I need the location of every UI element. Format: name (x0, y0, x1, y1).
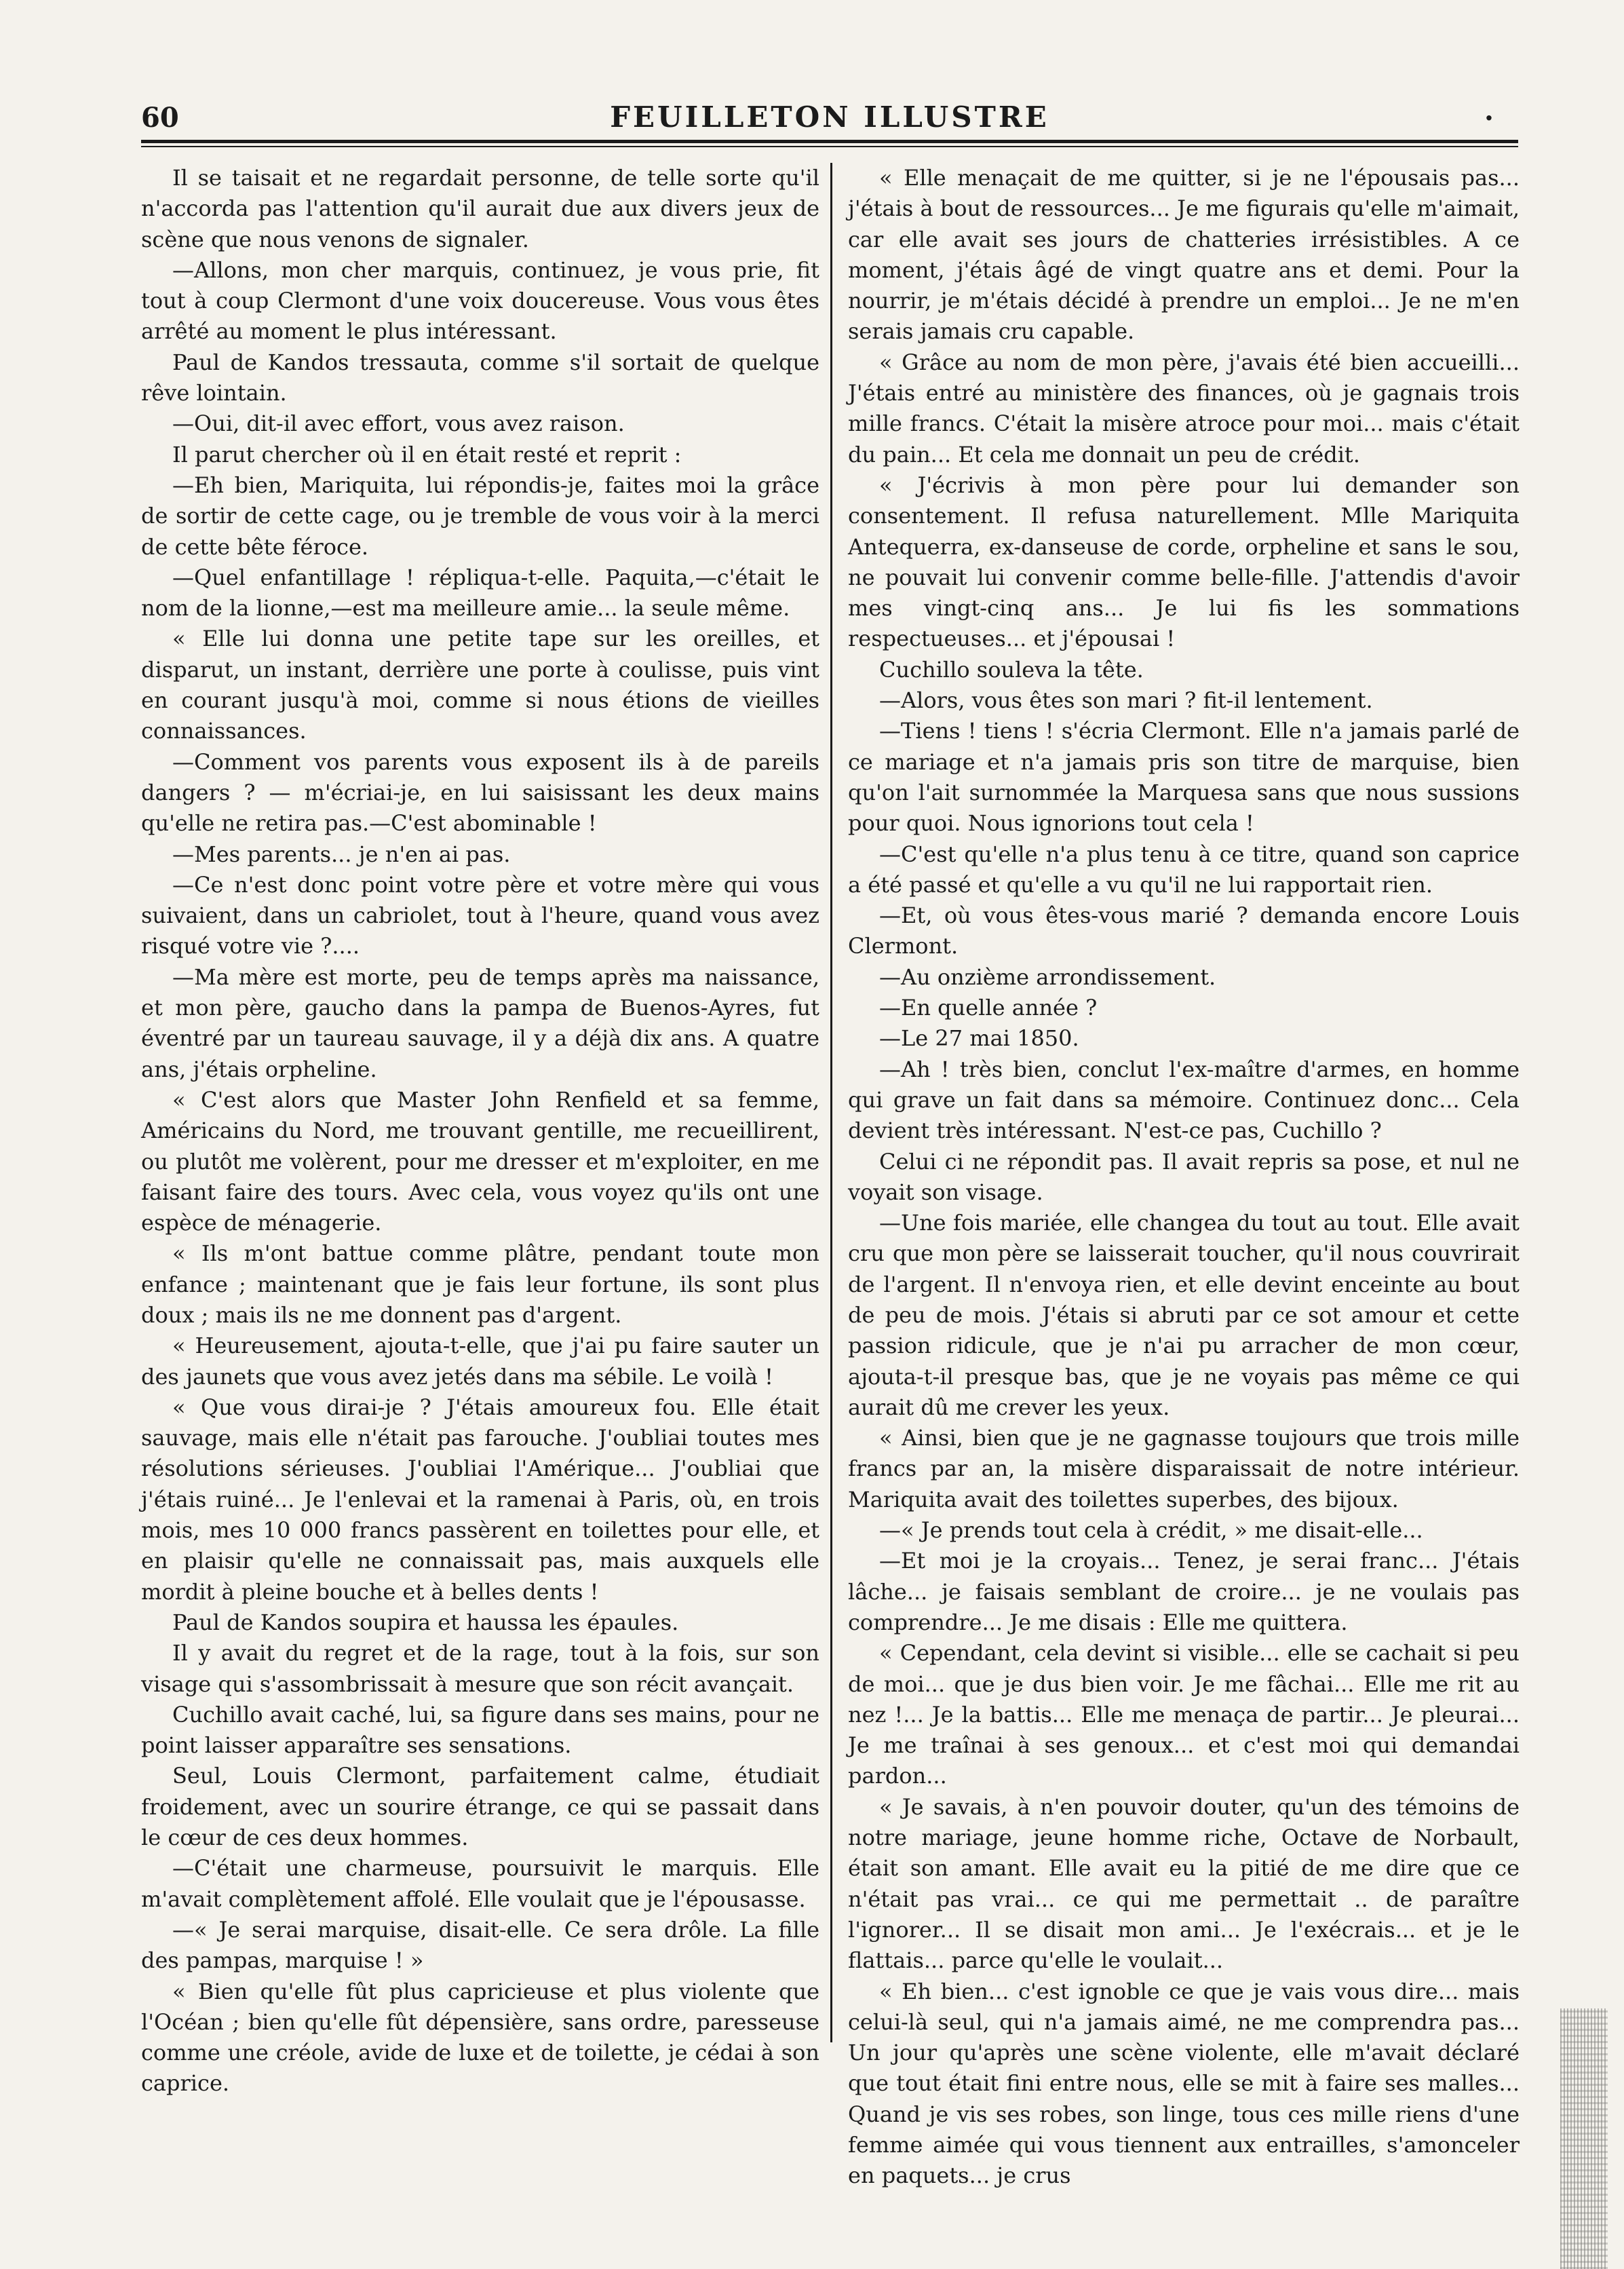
paragraph: « C'est alors que Master John Renfield et sa femme, Américains du Nord, me trouvant gentille, me recueillirent, ou plutôt me volèrent, pour me dresser et m'exploiter, en me faisant faire des tours. Avec cela, vous voyez qu'ils ont une espèce de ménagerie. (141, 1086, 819, 1236)
paragraph: « Ainsi, bien que je ne gagnasse toujours que trois mille francs par an, la misère disparaissait de notre intérieur. Mariquita avait des toilettes superbes, des bijoux. (848, 1425, 1520, 1512)
paragraph: « Grâce au nom de mon père, j'avais été bien accueilli... J'étais entré au ministère des finances, où je gagnais trois mille francs. C'était la misère atroce pour moi... mais c'était du pain... Et cela me donnait un peu de crédit. (848, 349, 1520, 468)
left-column (141, 163, 819, 2097)
paragraph: —Ce n'est donc point votre père et votre mère qui vous suivaient, dans un cabriolet, tout à l'heure, quand vous avez risqué votre vie ?.... (141, 871, 819, 959)
paragraph: —Une fois mariée, elle changea du tout au tout. Elle avait cru que mon père se laisserait toucher, qu'il nous couvrirait de l'argent. Il n'envoya rien, et elle devint enceinte au bout de peu de mois. J'étais si abruti par ce sot amour et cette passion ridicule, que je n'ai pu arracher de mon cœur, ajouta-t-il presque bas, que je ne voyais pas même ce qui aurait dû me crever les yeux. (848, 1210, 1520, 1420)
paragraph: —Allons, mon cher marquis, continuez, je vous prie, fit tout à coup Clermont d'une voix doucereuse. Vous vous êtes arrêté au moment le plus intéressant. (141, 256, 819, 345)
paragraph: « Heureusement, ajouta-t-elle, que j'ai pu faire sauter un des jaunets que vous avez jetés dans ma sébile. Le voilà ! (141, 1333, 819, 1390)
paragraph: « Eh bien... c'est ignoble ce que je vais vous dire... mais celui-là seul, qui n'a jamais aimé, ne me comprendra pas... Un jour qu'après une scène violente, elle m'avait déclaré que tout était fini entre nous, elle se mit à faire ses malles... Quand je vis ses robes, son linge, tous ces mille riens d'une femme aimée qui vous tiennent aux entrailles, s'amonceler en paquets... je crus (848, 1978, 1520, 2189)
paragraph: —En quelle année ? (879, 995, 1098, 1021)
running-title: FEUILLETON ILLUSTRE (610, 100, 1049, 134)
paragraph: —Quel enfantillage ! répliqua-t-elle. Paquita,—c'était le nom de la lionne,—est ma meilleure amie... la seule même. (141, 564, 819, 622)
paragraph: —Mes parents... je n'en ai pas. (172, 841, 511, 867)
paragraph: « Cependant, cela devint si visible... elle se cachait si peu de moi... que je dus bien voir. Je me fâchai... Elle me rit au nez !... Je la battis... Elle me menaça de partir... Je pleurai... Je me traînai à ses genoux... et c'est moi qui demandai pardon... (848, 1640, 1520, 1789)
paragraph: —Et moi je la croyais... Tenez, je serai franc... J'étais lâche... je faisais semblant de croire... je ne voulais pas comprendre... Je me disais : Elle me quittera. (848, 1548, 1520, 1635)
paragraph: Paul de Kandos soupira et haussa les épaules. (172, 1609, 679, 1635)
paragraph: « Bien qu'elle fût plus capricieuse et plus violente que l'Océan ; bien qu'elle fût dépensière, sans ordre, paresseuse comme une créole, avide de luxe et de toilette, je cédai à son caprice. (141, 1978, 819, 2097)
paragraph: Paul de Kandos tressauta, comme s'il sortait de quelque rêve lointain. (141, 349, 819, 406)
paragraph: —Tiens ! tiens ! s'écria Clermont. Elle n'a jamais parlé de ce mariage et n'a jamais pris son titre de marquise, bien qu'on l'ait surnommée la Marquesa sans que nous sussions pour quoi. Nous ignorions tout cela ! (848, 718, 1520, 837)
paragraph: —Ma mère est morte, peu de temps après ma naissance, et mon père, gaucho dans la pampa de Buenos-Ayres, fut éventré par un taureau sauvage, il y a déjà dix ans. A quatre ans, j'étais orpheline. (141, 964, 819, 1082)
paragraph: « J'écrivis à mon père pour lui demander son consentement. Il refusa naturellement. Mlle Mariquita Antequerra, ex-danseuse de corde, orpheline et sans le sou, ne pouvait lui convenir comme belle-fille. J'attendis d'avoir mes vingt-cinq ans... Je lui fis les sommations respectueuses... et j'épousai ! (848, 472, 1520, 652)
paragraph: —Eh bien, Mariquita, lui répondis-je, faites moi la grâce de sortir de cette cage, ou je tremble de vous voir à la merci de cette bête féroce. (141, 472, 819, 560)
paragraph: —Alors, vous êtes son mari ? fit-il lentement. (879, 687, 1373, 714)
paragraph: « Je savais, à n'en pouvoir douter, qu'un des témoins de notre mariage, jeune homme riche, Octave de Norbault, était son amant. Elle avait eu la pitié de me dire que ce n'était pas vrai... ce qui me permettait .. de paraître l'ignorer... Il se disait mon ami... Je l'exécrais... et je le flattais... parce qu'elle le voulait... (848, 1793, 1520, 1974)
paragraph: Il se taisait et ne regardait personne, de telle sorte qu'il n'accorda pas l'attention qu'il aurait due aux divers jeux de scène que nous venons de signaler. (141, 165, 819, 252)
paragraph: —« Je prends tout cela à crédit, » me disait-elle... (879, 1517, 1423, 1544)
paragraph: —Ah ! très bien, conclut l'ex-maître d'armes, en homme qui grave un fait dans sa mémoire. Continuez donc... Cela devient très intéressant. N'est-ce pas, Cuchillo ? (848, 1056, 1520, 1144)
paragraph: Il parut chercher où il en était resté et reprit : (172, 441, 682, 468)
paragraph: —C'est qu'elle n'a plus tenu à ce titre, quand son caprice a été passé et qu'elle a vu qu'il ne lui rapportait rien. (848, 841, 1520, 898)
paragraph: —Au onzième arrondissement. (879, 964, 1216, 990)
scan-margin-artifact (1560, 2008, 1608, 2269)
paragraph: Cuchillo souleva la tête. (879, 656, 1144, 683)
paragraph: « Elle menaçait de me quitter, si je ne l'épousais pas... j'étais à bout de ressources... Je me figurais qu'elle m'aimait, car elle avait ses jours de chatteries irrésistibles. A ce moment, j'étais âgé de vingt quatre ans et demi. Pour la nourrir, je m'étais décidé à prendre un emploi... Je ne m'en serais jamais cru capable. (848, 165, 1520, 345)
paragraph: —« Je serai marquise, disait-elle. Ce sera drôle. La fille des pampas, marquise ! » (141, 1916, 819, 1974)
paragraph: Celui ci ne répondit pas. Il avait repris sa pose, et nul ne voyait son visage. (848, 1148, 1520, 1205)
paragraph: —Et, où vous êtes-vous marié ? demanda encore Louis Clermont. (848, 902, 1520, 959)
paragraph: « Ils m'ont battue comme plâtre, pendant toute mon enfance ; maintenant que je fais leur fortune, ils sont plus doux ; mais ils ne me donnent pas d'argent. (141, 1240, 819, 1328)
paragraph: —Le 27 mai 1850. (879, 1025, 1079, 1052)
page-number: 60 (141, 102, 179, 134)
column-divider (830, 163, 832, 2042)
paragraph: —Comment vos parents vous exposent ils à de pareils dangers ? — m'écriai-je, en lui saisissant les deux mains qu'elle ne retira pas.—C'est abominable ! (141, 748, 819, 837)
paragraph: —Oui, dit-il avec effort, vous avez raison. (172, 411, 625, 437)
paragraph: Seul, Louis Clermont, parfaitement calme, étudiait froidement, avec un sourire étrange, ce qui se passait dans le cœur de ces deux hommes. (141, 1763, 819, 1851)
page-header (141, 81, 1518, 142)
paragraph: Cuchillo avait caché, lui, sa figure dans ses mains, pour ne point laisser apparaître ses sensations. (141, 1701, 819, 1759)
paragraph: « Elle lui donna une petite tape sur les oreilles, et disparut, un instant, derrière une porte à coulisse, puis vint en courant jusqu'à moi, comme si nous étions de vieilles connaissances. (141, 626, 819, 744)
right-column (848, 163, 1520, 2189)
paragraph: —C'était une charmeuse, poursuivit le marquis. Elle m'avait complètement affolé. Elle voulait que je l'épousasse. (141, 1855, 819, 1912)
header-rule (141, 140, 1518, 147)
paragraph: Il y avait du regret et de la rage, tout à la fois, sur son visage qui s'assombrissait à mesure que son récit avançait. (141, 1640, 819, 1697)
header-dot: . (1484, 95, 1494, 127)
paragraph: « Que vous dirai-je ? J'étais amoureux fou. Elle était sauvage, mais elle n'était pas farouche. J'oubliai toutes mes résolutions sérieuses. J'oubliai l'Amérique... J'oubliai que j'étais ruiné... Je l'enlevai et la ramenai à Paris, où, en trois mois, mes 10 000 francs passèrent en toilettes pour elle, et en plaisir qu'elle ne connaissait pas, mais auxquels elle mordit à pleine bouche et à belles dents ! (141, 1394, 819, 1605)
